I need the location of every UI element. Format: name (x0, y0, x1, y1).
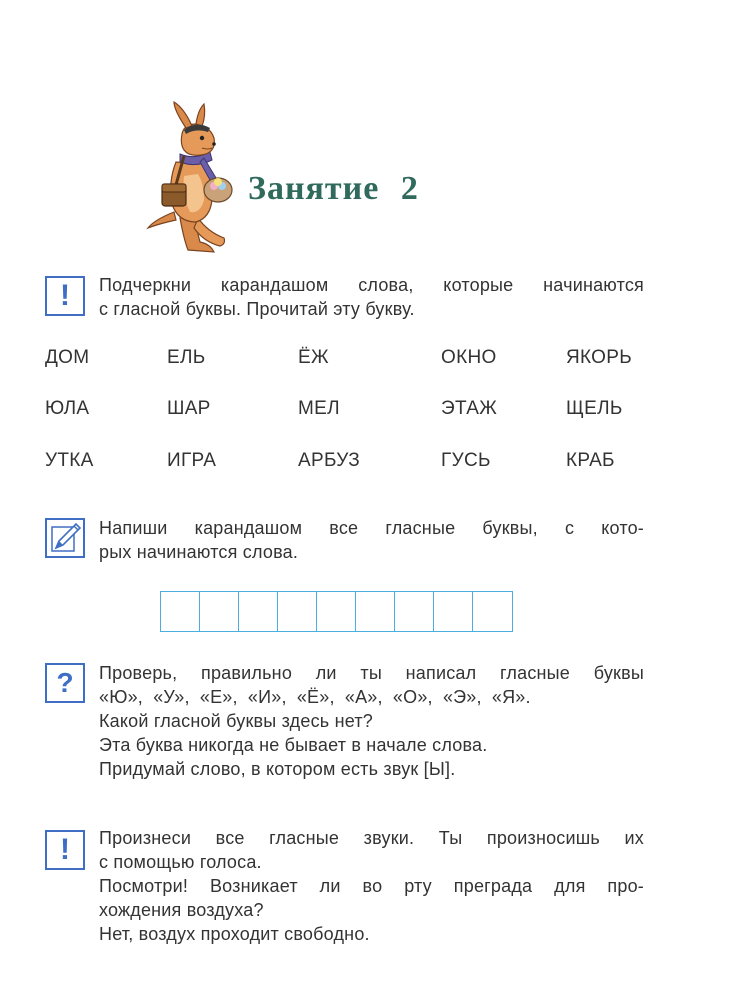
word-item[interactable]: КРАБ (566, 450, 615, 471)
task3-instruction (99, 661, 644, 781)
task1-line-1: Подчеркни карандашом слова, которые начинаются (99, 275, 644, 295)
word-item[interactable]: АРБУЗ (298, 450, 361, 471)
task4-line-1: Произнеси все гласные звуки. Ты произносишь их (99, 828, 644, 848)
word-item[interactable]: ГУСЬ (441, 450, 491, 471)
kangaroo-mascot-illustration (144, 100, 240, 256)
task1-line-2: с гласной буквы. Прочитай эту букву. (99, 299, 415, 319)
task4-line-3: Посмотри! Возникает ли во рту преграда для про- (99, 876, 644, 896)
task3-line-1: Проверь, правильно ли ты написал гласные буквы (99, 663, 644, 683)
word-item[interactable]: ШАР (167, 398, 211, 419)
answer-cell[interactable] (356, 592, 395, 631)
answer-cell[interactable] (434, 592, 473, 631)
task2-instruction (99, 516, 644, 564)
word-item[interactable]: ИГРА (167, 450, 217, 471)
task3-question-icon (45, 663, 85, 703)
word-item[interactable]: МЕЛ (298, 398, 340, 419)
task2-line-2: рых начинаются слова. (99, 542, 299, 562)
task4-line-2: с помощью голоса. (99, 852, 262, 872)
task3-line-5: Придумай слово, в котором есть звук [Ы]. (99, 759, 456, 779)
answer-cell[interactable] (317, 592, 356, 631)
task2-pencil-icon-box (45, 518, 85, 558)
question-icon: ? (56, 667, 74, 698)
lesson-title: Занятие 2 (248, 170, 419, 207)
word-item[interactable]: ОКНО (441, 347, 497, 368)
word-item[interactable]: ЕЛЬ (167, 347, 206, 368)
exclamation-icon: ! (60, 279, 70, 312)
word-item[interactable]: УТКА (45, 450, 94, 471)
task3-line-2: «Ю», «У», «Е», «И», «Ё», «А», «О», «Э», «Я». (99, 687, 531, 707)
answer-cell[interactable] (473, 592, 512, 631)
task4-instruction (99, 826, 644, 946)
answer-cell[interactable] (395, 592, 434, 631)
answer-cell[interactable] (239, 592, 278, 631)
task4-line-4: хождения воздуха? (99, 900, 264, 920)
word-item[interactable]: ЩЕЛЬ (566, 398, 623, 419)
task1-exclamation-icon (45, 276, 85, 316)
answer-cell[interactable] (161, 592, 200, 631)
task3-line-4: Эта буква никогда не бывает в начале слова. (99, 735, 488, 755)
task4-line-5: Нет, воздух проходит свободно. (99, 924, 370, 944)
answer-cell[interactable] (278, 592, 317, 631)
word-item[interactable]: ЁЖ (298, 347, 329, 368)
task1-instruction (99, 273, 644, 321)
word-item[interactable]: ДОМ (45, 347, 90, 368)
task3-line-3: Какой гласной буквы здесь нет? (99, 711, 373, 731)
word-item[interactable]: ЮЛА (45, 398, 90, 419)
exclamation-icon: ! (60, 833, 70, 866)
word-item[interactable]: ЯКОРЬ (566, 347, 632, 368)
answer-cell[interactable] (200, 592, 239, 631)
word-item[interactable]: ЭТАЖ (441, 398, 498, 419)
task4-exclamation-icon (45, 830, 85, 870)
task2-line-1: Напиши карандашом все гласные буквы, с кото- (99, 518, 644, 538)
pencil-icon (47, 520, 83, 556)
answer-cells (160, 591, 513, 632)
